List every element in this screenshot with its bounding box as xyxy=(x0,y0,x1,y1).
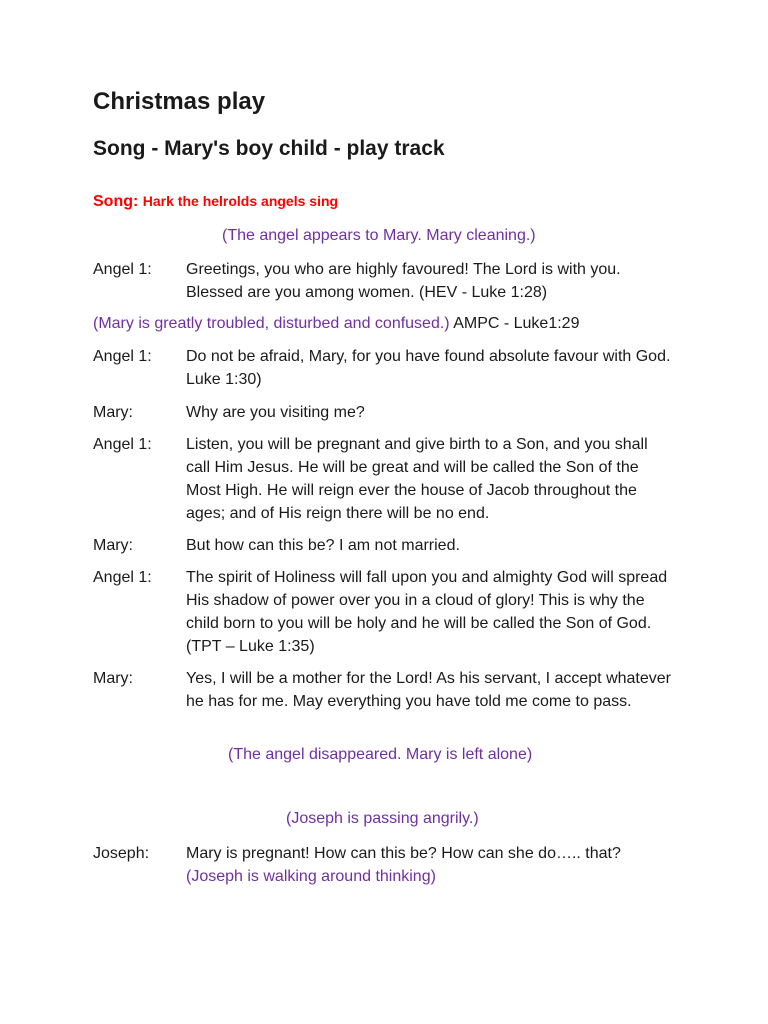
speaker-label: Angel 1: xyxy=(93,348,152,365)
dialogue-text xyxy=(186,842,676,888)
dialogue-text: Do not be afraid, Mary, for you have found absolute favour with God. Luke 1:30) xyxy=(186,348,671,388)
stage-direction-troubled: (Mary is greatly troubled, disturbed and confused.) xyxy=(93,315,450,332)
speaker-label: Mary: xyxy=(93,670,133,687)
speaker-label: Angel 1: xyxy=(93,436,152,453)
song-label: Song: xyxy=(93,193,139,210)
dialogue-text: The spirit of Holiness will fall upon you and almighty God will spread His shadow of power over you in a cloud of glory! This is why the child born to you will be holy and he will be called the Son of God. (TPT – Luke 1:35) xyxy=(186,569,668,655)
stage-direction-troubled-row xyxy=(93,315,579,333)
dialogue-row xyxy=(93,433,683,525)
stage-direction-joseph-passing: (Joseph is passing angrily.) xyxy=(286,810,479,827)
song-line xyxy=(93,193,338,211)
dialogue-row xyxy=(93,842,683,888)
song-title: Hark the helrolds angels sing xyxy=(142,193,339,209)
dialogue-row xyxy=(93,667,683,713)
dialogue-row xyxy=(93,566,683,658)
speaker-label: Joseph: xyxy=(93,845,150,862)
dialogue-text: Yes, I will be a mother for the Lord! As his servant, I accept whatever he has for me. May everything you have told me come to pass. xyxy=(186,670,671,710)
joseph-line: Mary is pregnant! How can this be? How can she do….. that? xyxy=(186,845,621,862)
speaker-label: Angel 1: xyxy=(93,569,152,586)
speaker-label: Mary: xyxy=(93,404,133,421)
dialogue-row xyxy=(93,258,683,304)
speaker-label: Mary: xyxy=(93,537,133,554)
page-title: Christmas play xyxy=(93,88,266,115)
stage-direction-joseph-thinking: (Joseph is walking around thinking) xyxy=(186,868,436,885)
stage-direction-angel-appears: (The angel appears to Mary. Mary cleaning.) xyxy=(222,227,536,244)
dialogue-text: Greetings, you who are highly favoured! The Lord is with you. Blessed are you among women. (HEV - Luke 1:28) xyxy=(186,261,621,301)
scripture-reference: AMPC - Luke1:29 xyxy=(449,315,580,332)
page-subtitle: Song - Mary's boy child - play track xyxy=(93,137,445,160)
dialogue-text: Why are you visiting me? xyxy=(186,404,365,421)
dialogue-row xyxy=(93,534,683,557)
speaker-label: Angel 1: xyxy=(93,261,152,278)
stage-direction-angel-disappeared: (The angel disappeared. Mary is left alone) xyxy=(228,746,533,763)
dialogue-row xyxy=(93,345,683,391)
dialogue-text: Listen, you will be pregnant and give birth to a Son, and you shall call Him Jesus. He will be great and will be called the Son of the Most High. He will reign ever the house of Jacob throughout the ages; and of His reign there will be no end. xyxy=(186,436,648,522)
dialogue-row xyxy=(93,401,683,424)
dialogue-text: But how can this be? I am not married. xyxy=(186,537,460,554)
